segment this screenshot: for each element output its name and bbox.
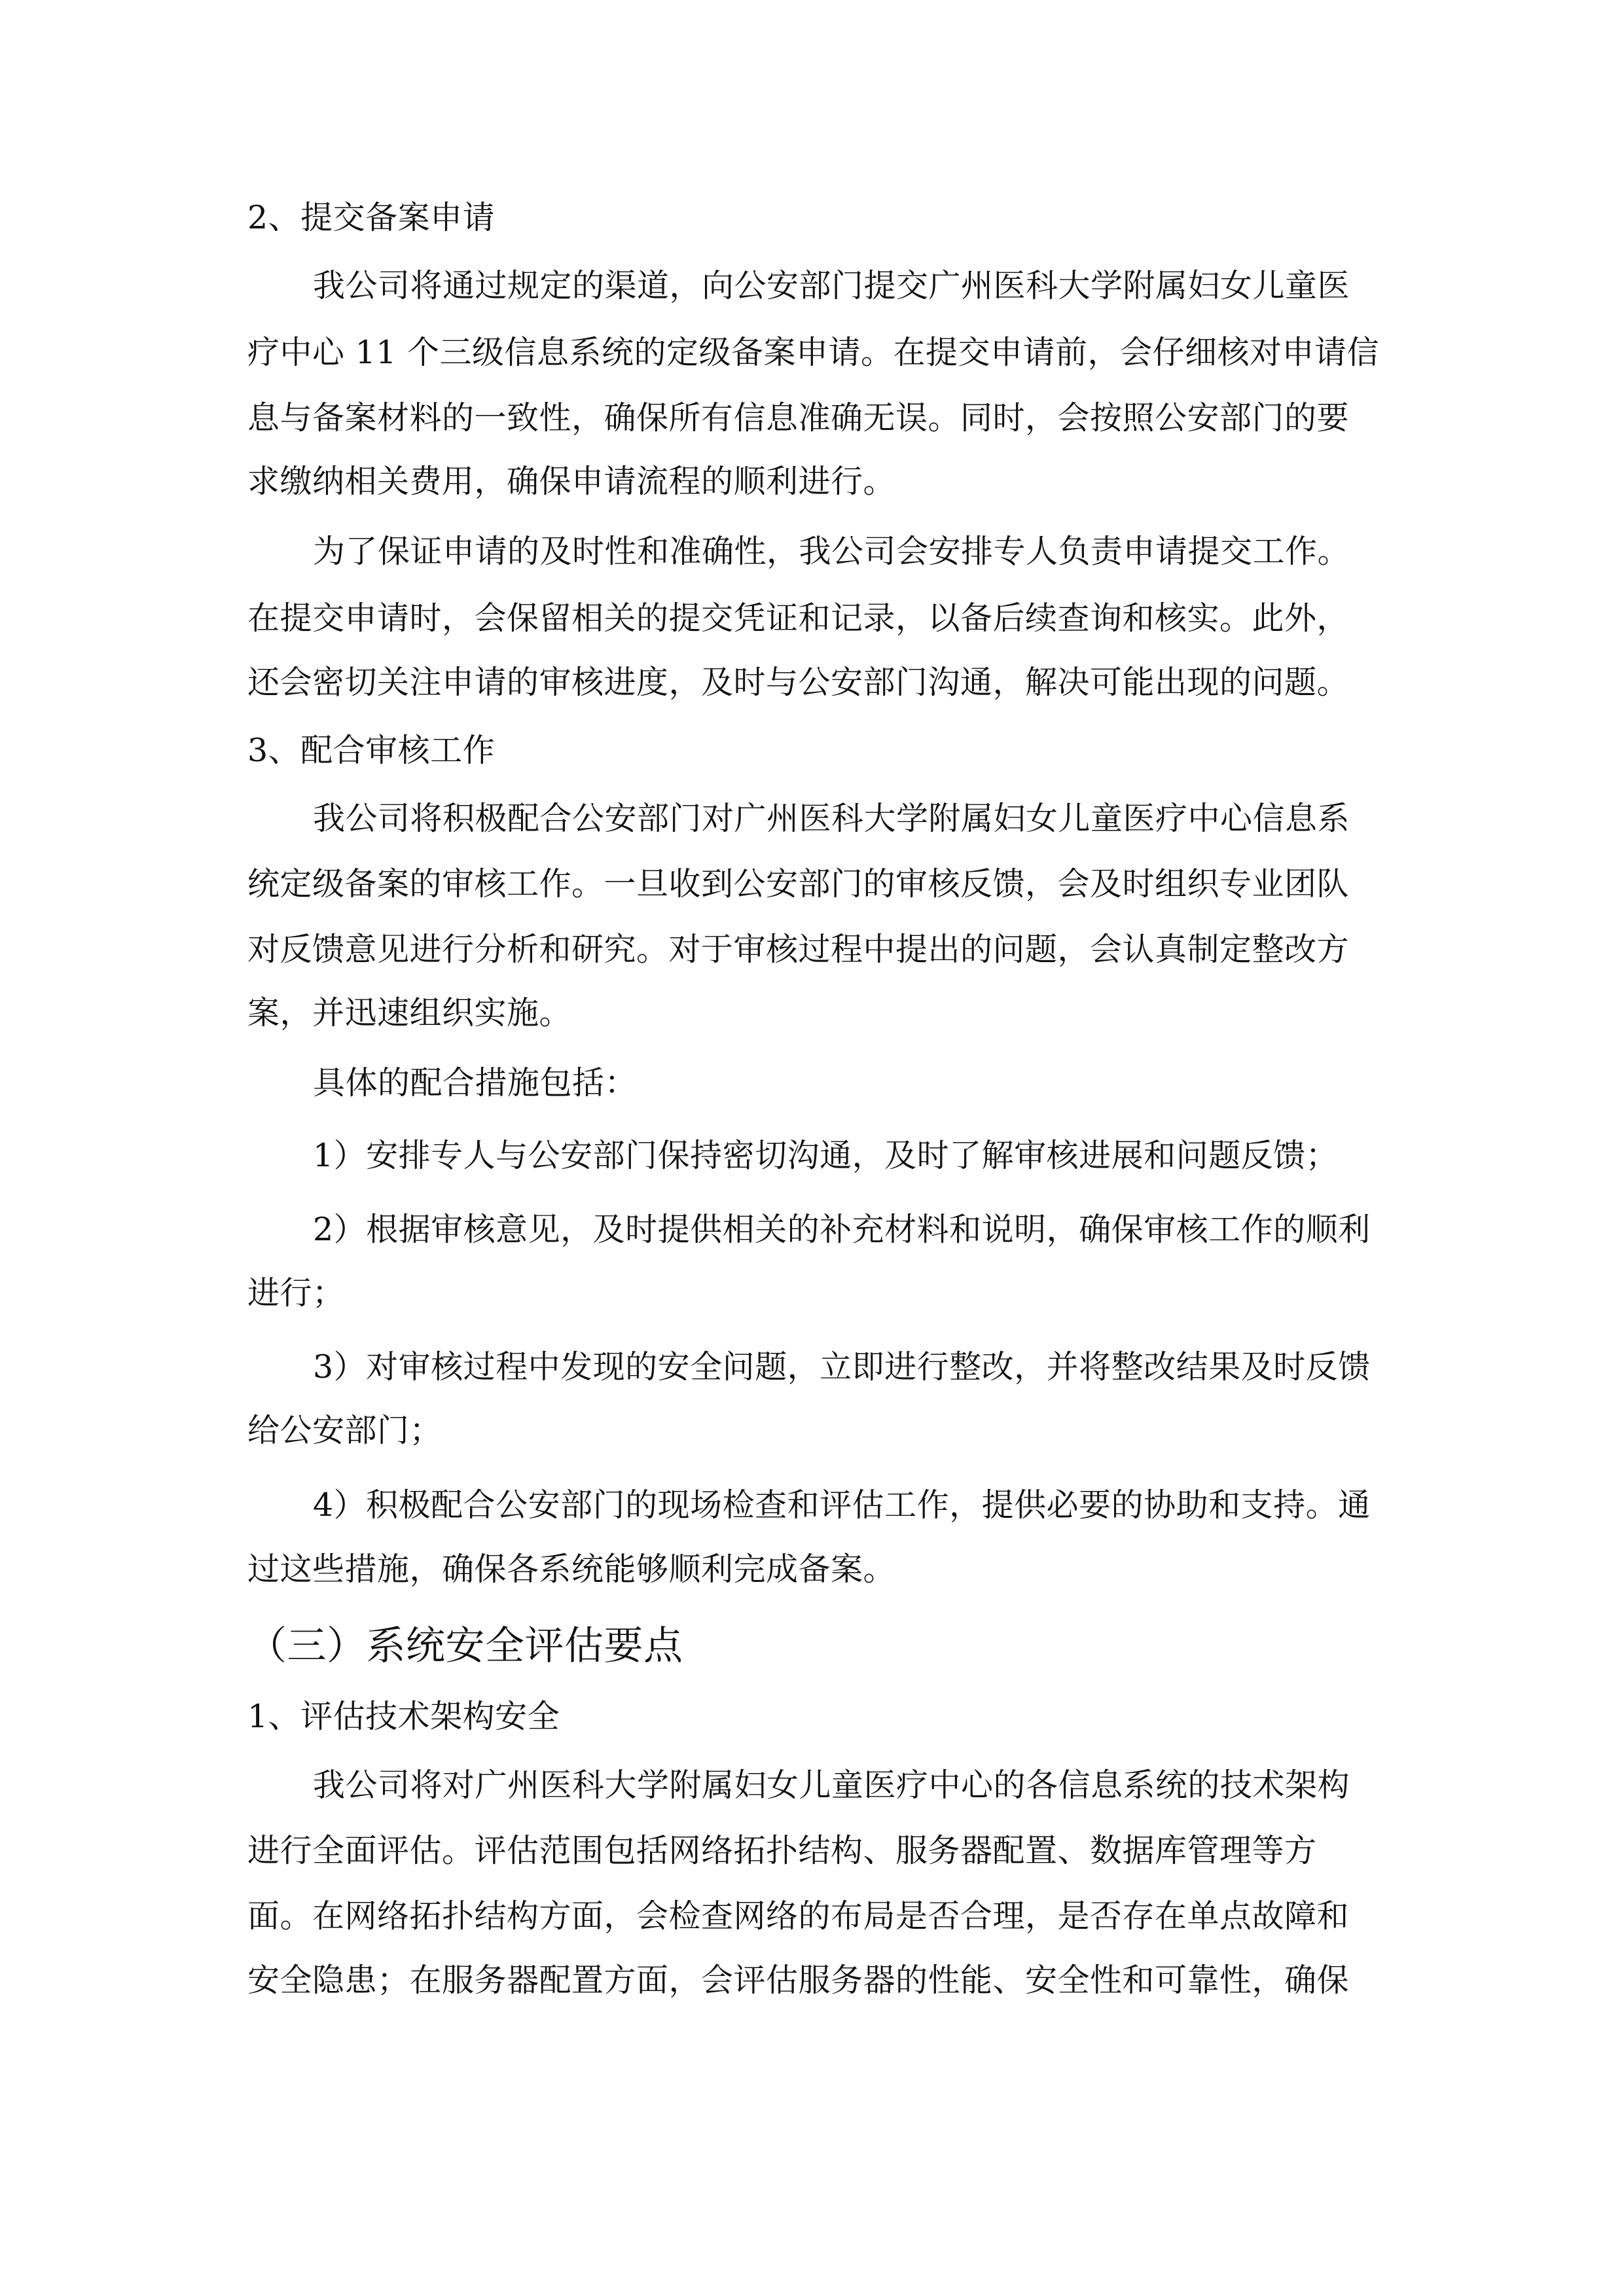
measure-4-line-2: 过这些措施，确保各系统能够顺利完成备案。 — [247, 1551, 896, 1588]
para-3-line-4: 案，并迅速组织实施。 — [247, 994, 572, 1031]
para-2-line-3: 还会密切关注申请的审核进度，及时与公安部门沟通，解决可能出现的问题。 — [247, 664, 1350, 701]
para-1-line-1: 我公司将通过规定的渠道，向公安部门提交广州医科大学附属妇女儿童医 — [313, 267, 1350, 304]
para-2-line-1: 为了保证申请的及时性和准确性，我公司会安排专人负责申请提交工作。 — [313, 533, 1350, 570]
para-5-line-3: 面。在网络拓扑结构方面，会检查网络的布局是否合理，是否存在单点故障和 — [247, 1897, 1350, 1935]
para-3-line-3: 对反馈意见进行分析和研究。对于审核过程中提出的问题，会认真制定整改方 — [247, 931, 1350, 968]
measure-3-line-1: 3）对审核过程中发现的安全问题，立即进行整改，并将整改结果及时反馈 — [313, 1348, 1371, 1386]
heading-2-submit: 2、提交备案申请 — [247, 199, 496, 236]
para-2-line-2: 在提交申请时，会保留相关的提交凭证和记录，以备后续查询和核实。此外， — [247, 600, 1350, 637]
heading-3-review: 3、配合审核工作 — [247, 732, 496, 769]
measure-4-line-1: 4）积极配合公安部门的现场检查和评估工作，提供必要的协助和支持。通 — [313, 1486, 1371, 1524]
para-1-line-3: 息与备案材料的一致性，确保所有信息准确无误。同时，会按照公安部门的要 — [247, 399, 1350, 437]
para-5-line-2: 进行全面评估。评估范围包括网络拓扑结构、服务器配置、数据库管理等方 — [247, 1832, 1317, 1869]
para-1-line-2: 疗中心 11 个三级信息系统的定级备案申请。在提交申请前，会仔细核对申请信 — [247, 334, 1380, 371]
para-3-line-1: 我公司将积极配合公安部门对广州医科大学附属妇女儿童医疗中心信息系 — [313, 800, 1350, 837]
para-5-line-1: 我公司将对广州医科大学附属妇女儿童医疗中心的各信息系统的技术架构 — [313, 1767, 1350, 1804]
measure-2-line-1: 2）根据审核意见，及时提供相关的补充材料和说明，确保审核工作的顺利 — [313, 1211, 1371, 1248]
measure-3-line-2: 给公安部门； — [247, 1412, 442, 1449]
heading-1-architecture: 1、评估技术架构安全 — [247, 1698, 560, 1735]
para-4-line-1: 具体的配合措施包括： — [313, 1064, 638, 1102]
para-1-line-4: 求缴纳相关费用，确保申请流程的顺利进行。 — [247, 463, 896, 500]
section-3-heading: （三）系统安全评估要点 — [247, 1623, 683, 1669]
measure-1-line-1: 1）安排专人与公安部门保持密切沟通，及时了解审核进展和问题反馈； — [313, 1137, 1339, 1174]
measure-2-line-2: 进行； — [247, 1274, 345, 1312]
para-5-line-4: 安全隐患；在服务器配置方面，会评估服务器的性能、安全性和可靠性，确保 — [247, 1962, 1350, 1999]
para-3-line-2: 统定级备案的审核工作。一旦收到公安部门的审核反馈，会及时组织专业团队 — [247, 865, 1350, 903]
